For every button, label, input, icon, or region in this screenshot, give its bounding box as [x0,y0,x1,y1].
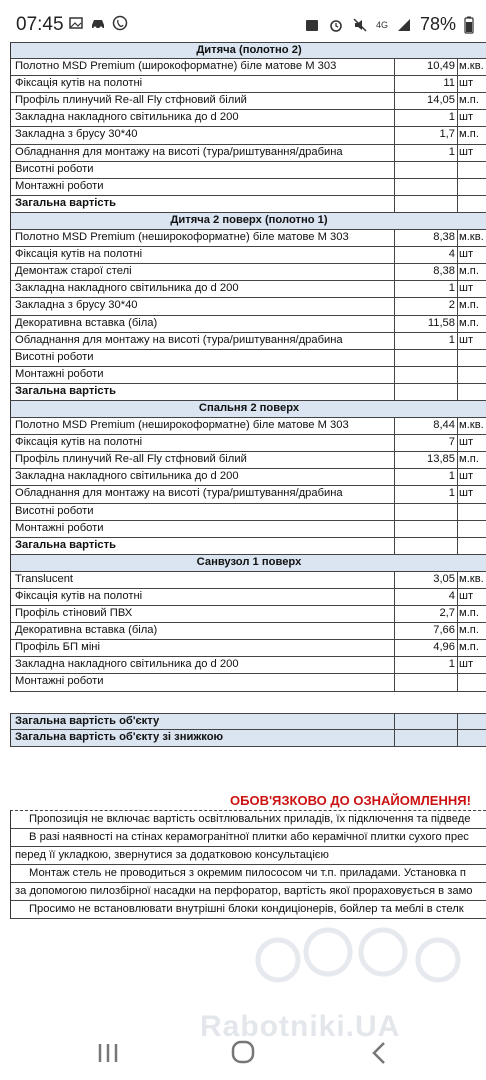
watermark-workers-logo [248,920,468,1000]
item-unit: м.п. [459,316,479,329]
table-row [10,674,486,691]
table-row [10,59,486,76]
item-qty: 1 [448,333,455,346]
mute-icon [352,17,368,33]
table-row [10,418,486,435]
item-qty: 1 [448,282,455,295]
item-name: Монтажні роботи [15,521,104,534]
item-unit: шт [459,436,474,449]
table-row [10,350,486,367]
item-name: Translucent [15,572,74,585]
item-unit: м.п. [459,128,479,141]
item-qty: 1 [448,145,455,158]
item-name: Закладна з брусу 30*40 [15,128,138,141]
table-row [10,623,486,640]
grand-total-row [10,713,486,730]
item-qty: 1 [448,111,455,124]
item-name: Закладна з брусу 30*40 [15,299,138,312]
item-name: Декоративна вставка (біла) [15,624,158,637]
item-qty: 2,7 [439,607,455,620]
item-qty: 2 [448,299,455,312]
item-qty: 4 [448,590,455,602]
car-icon [90,15,106,31]
table-row [10,264,486,281]
item-unit: шт [459,658,474,671]
table-row [10,145,486,162]
network-type: 4G [375,19,388,30]
item-name: Обладнання для монтажу на висоті (тура/риштування/драбина [15,333,343,346]
item-unit: шт [459,333,474,346]
section-total-row [10,196,486,213]
item-qty: 4 [448,248,455,261]
table-row [10,127,486,144]
item-unit: шт [459,111,474,124]
section-total-row [10,384,486,401]
item-qty: 13,85 [427,453,455,466]
table-row [10,247,486,264]
item-name: Профіль БП міні [15,641,100,654]
item-name: Демонтаж старої стелі [15,265,132,278]
table-row [10,572,486,589]
item-unit: шт [459,282,474,295]
viber-icon [112,15,128,31]
item-name: Полотно MSD Premium (неширокоформатне) біле матове М 303 [15,231,349,244]
table-row [10,281,486,298]
item-name: Висотні роботи [15,162,94,175]
recent-apps-icon[interactable] [88,1038,128,1068]
item-unit: шт [459,590,474,602]
item-name: Висотні роботи [15,350,94,363]
status-bar [0,0,486,40]
item-unit: шт [459,77,474,90]
item-name: Монтажні роботи [15,367,104,380]
item-qty: 11 [443,77,455,90]
notice-title: ОБОВ'ЯЗКОВО ДО ОЗНАЙОМЛЕННЯ! [230,793,471,808]
item-qty: 7 [448,436,455,449]
item-qty: 10,49 [427,60,455,73]
notice-line: Монтаж стель не проводиться з окремим пилососом чи т.п. приладами. Установка п [10,865,486,883]
gallery-icon [68,15,84,31]
section-header [10,401,486,418]
table-row [10,110,486,127]
table-row [10,435,486,452]
notice-line: перед її укладкою, звернутися за додатковою консультацією [10,847,486,865]
table-row [10,76,486,93]
notice-line: за допомогою пилозбірної насадки на перфоратор, вартість якої прораховується в замо [10,883,486,901]
item-qty: 8,38 [433,231,455,244]
table-row [10,298,486,315]
status-time: 07:45 [16,14,64,35]
section-total-label: Загальна вартість [15,384,116,397]
item-unit: м.п. [459,265,479,278]
table-row [10,606,486,623]
grand-total-discount-row [10,730,486,747]
section-title: Дитяча 2 поверх (полотно 1) [170,213,328,226]
table-row [10,640,486,657]
section-total-label: Загальна вартість [15,196,116,209]
item-qty: 8,38 [433,265,455,278]
section-title: Спальня 2 поверх [198,401,300,414]
table-row [10,521,486,538]
item-qty: 11,58 [427,316,455,329]
item-name: Фіксація кутів на полотні [15,590,143,602]
item-qty: 14,05 [427,94,455,107]
item-name: Закладна накладного світильника до d 200 [15,470,239,483]
grand-total-label: Загальна вартість об'єкту [15,714,160,727]
item-name: Фіксація кутів на полотні [15,436,143,449]
alarm-icon [328,17,344,33]
item-unit: м.п. [459,641,479,654]
item-qty: 3,05 [433,572,455,585]
item-unit: м.кв. [459,572,484,585]
navigation-bar [0,1030,486,1080]
table-row [10,179,486,196]
item-unit: м.п. [459,299,479,312]
table-row [10,333,486,350]
watermark-text: Rabotniki.UA [200,1010,401,1043]
item-qty: 1 [448,487,455,500]
table-row [10,367,486,384]
table-row [10,469,486,486]
item-unit: м.п. [459,453,479,466]
item-unit: шт [459,145,474,158]
item-qty: 7,66 [433,624,455,637]
notice-line: В разі наявності на стінах керамогранітної плитки або керамічної плитки сухого прес [10,829,486,847]
section-header [10,555,486,572]
system-icons [304,14,474,35]
item-name: Полотно MSD Premium (широкоформатне) біле матове М 303 [15,60,337,73]
item-unit: шт [459,248,474,261]
table-gap [10,692,486,713]
notice-list [10,810,486,919]
estimate-table [10,42,486,747]
table-row [10,452,486,469]
item-name: Профіль плинучий Re-all Fly стфновий білий [15,453,247,466]
item-unit: м.п. [459,94,479,107]
section-total-row [10,538,486,555]
section-header [10,42,486,59]
table-row [10,589,486,606]
table-row [10,657,486,674]
item-name: Обладнання для монтажу на висоті (тура/риштування/драбина [15,145,343,158]
battery-level: 78% [419,14,456,34]
battery-icon [464,16,474,34]
item-name: Фіксація кутів на полотні [15,248,143,261]
item-name: Обладнання для монтажу на висоті (тура/риштування/драбина [15,487,343,500]
grand-total-discount-label: Загальна вартість об'єкту зі знижкою [15,730,224,743]
item-name: Профіль стіновий ПВХ [15,607,133,620]
item-qty: 4,96 [433,641,455,654]
item-name: Закладна накладного світильника до d 200 [15,282,239,295]
item-unit: м.кв. [459,60,484,73]
item-qty: 8,44 [433,419,455,432]
item-unit: м.кв. [459,419,484,432]
item-name: Полотно MSD Premium (неширокоформатне) біле матове М 303 [15,419,349,432]
section-total-label: Загальна вартість [15,538,116,551]
item-qty: 1 [448,658,455,671]
table-row [10,162,486,179]
item-qty: 1,7 [439,128,455,141]
table-row [10,316,486,333]
item-name: Висотні роботи [15,504,94,517]
item-unit: м.кв. [459,231,484,244]
table-row [10,230,486,247]
item-name: Монтажні роботи [15,675,104,688]
item-name: Профіль плинучий Re-all Fly стфновий білий [15,94,247,107]
item-unit: м.п. [459,624,479,637]
notice-line: Пропозиція не включає вартість освітлювальних приладів, їх підключення та підведе [10,811,486,829]
item-qty: 1 [448,470,455,483]
home-icon[interactable] [223,1038,263,1068]
item-unit: м.п. [459,607,479,620]
item-unit: шт [459,470,474,483]
item-name: Закладна накладного світильника до d 200 [15,658,239,671]
back-icon[interactable] [360,1038,400,1068]
notice-line: Просимо не встановлювати внутрішні блоки кондиціонерів, бойлер та меблі в стелк [10,901,486,919]
section-title: Санвузол 1 поверх [196,555,302,568]
table-row [10,93,486,110]
item-name: Монтажні роботи [15,179,104,192]
item-name: Декоративна вставка (біла) [15,316,158,329]
signal-icon [396,17,412,33]
item-name: Закладна накладного світильника до d 200 [15,111,239,124]
item-name: Фіксація кутів на полотні [15,77,143,90]
section-header [10,213,486,230]
item-unit: шт [459,487,474,500]
table-row [10,504,486,521]
photo-icon [304,17,320,33]
notification-icons [68,15,128,31]
table-row [10,486,486,503]
section-title: Дитяча (полотно 2) [196,44,302,56]
